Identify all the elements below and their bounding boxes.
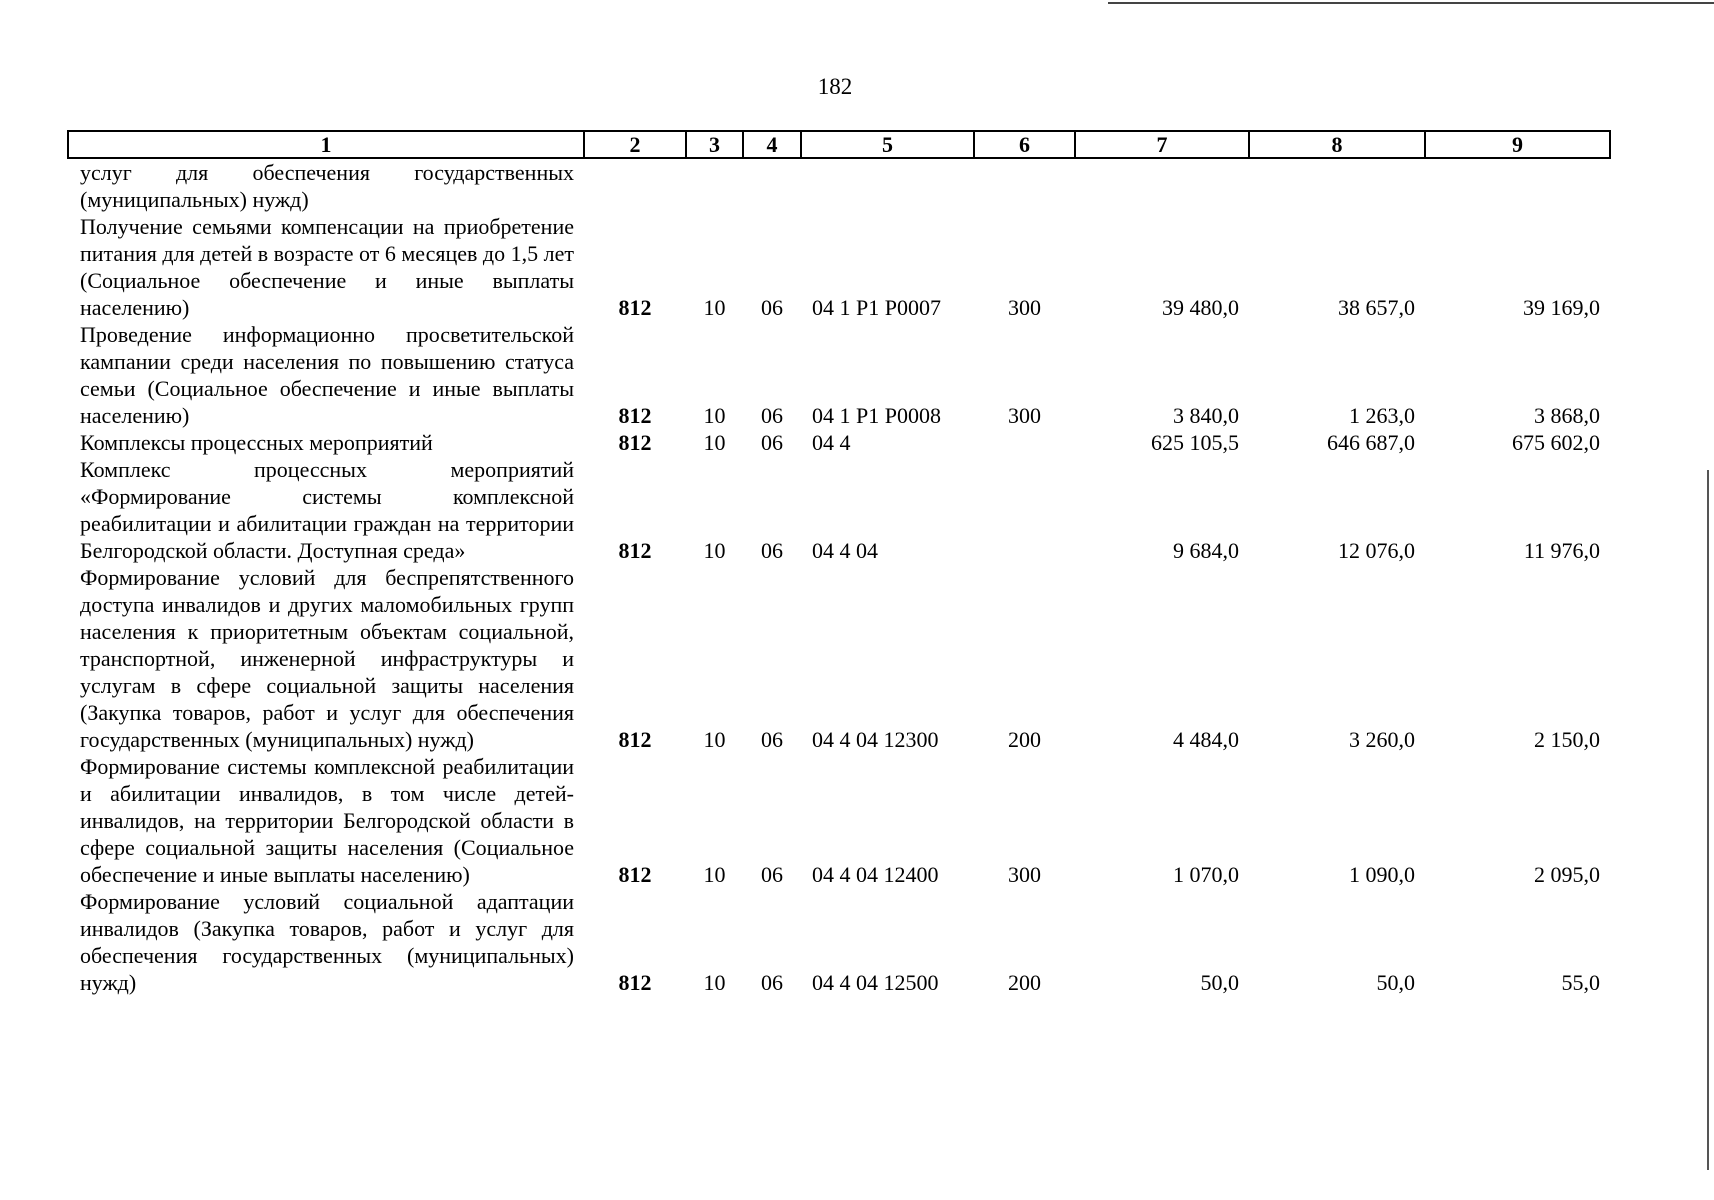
amount-year-3: 39 169,0 — [1523, 295, 1600, 320]
amount-year-1: 625 105,5 — [1151, 430, 1239, 455]
row-name: услуг для обеспечения государственных (муниципальных) нужд) — [80, 160, 574, 212]
amount-year-1: 3 840,0 — [1173, 403, 1239, 428]
column-header-8: 8 — [1249, 131, 1425, 158]
ministry-code: 812 — [618, 862, 652, 887]
expense-type-code: 200 — [1008, 970, 1041, 995]
section-code — [686, 158, 743, 213]
row-name: Комплексы процессных мероприятий — [80, 430, 433, 455]
table-row — [68, 321, 1610, 429]
section-code: 10 — [703, 970, 726, 995]
subsection-code: 06 — [761, 538, 783, 563]
amount-year-3 — [1425, 158, 1610, 213]
section-code: 10 — [703, 403, 726, 428]
amount-year-3: 675 602,0 — [1512, 430, 1600, 455]
column-header-9: 9 — [1425, 131, 1610, 158]
table-row — [68, 429, 1610, 456]
column-header-7: 7 — [1075, 131, 1249, 158]
ministry-code — [584, 158, 686, 213]
ministry-code: 812 — [618, 295, 652, 320]
expense-type-code: 300 — [1008, 862, 1041, 887]
expense-type-code: 300 — [1008, 403, 1041, 428]
table-row — [68, 564, 1610, 753]
page-number: 182 — [817, 74, 853, 99]
amount-year-1: 1 070,0 — [1173, 862, 1239, 887]
column-header-2: 2 — [584, 131, 686, 158]
expense-type-code — [974, 158, 1075, 213]
expense-type-code: 300 — [1008, 295, 1041, 320]
row-name: Формирование условий для беспрепятственного доступа инвалидов и других маломобильных групп населения к приоритетным объектам социальной, транспортной, инженерной инфраструктуры и услугам в сфере социальной защиты населения (Закупка товаров, работ и услуг для обеспечения государственных (муниципальных) нужд) — [80, 565, 574, 752]
target-article-code: 04 4 — [812, 430, 851, 455]
target-article-code: 04 4 04 12400 — [812, 862, 939, 887]
amount-year-2: 3 260,0 — [1349, 727, 1415, 752]
budget-table — [67, 130, 1611, 996]
amount-year-2: 12 076,0 — [1338, 538, 1415, 563]
amount-year-2: 50,0 — [1376, 970, 1415, 995]
ministry-code: 812 — [618, 430, 652, 455]
subsection-code — [743, 158, 801, 213]
amount-year-3: 2 095,0 — [1534, 862, 1600, 887]
amount-year-2: 646 687,0 — [1327, 430, 1415, 455]
table-header-row — [68, 131, 1610, 158]
section-code: 10 — [703, 538, 726, 563]
scan-edge-line-top — [1108, 2, 1714, 4]
column-header-5: 5 — [801, 131, 974, 158]
ministry-code: 812 — [618, 727, 652, 752]
amount-year-2 — [1249, 158, 1425, 213]
subsection-code: 06 — [761, 862, 783, 887]
column-header-4: 4 — [743, 131, 801, 158]
column-header-1: 1 — [68, 131, 584, 158]
amount-year-1: 39 480,0 — [1162, 295, 1239, 320]
amount-year-2: 1 090,0 — [1349, 862, 1415, 887]
subsection-code: 06 — [761, 430, 783, 455]
target-article-code: 04 1 Р1 Р0007 — [812, 295, 941, 320]
table-row — [68, 158, 1610, 213]
expense-type-code — [974, 429, 1075, 456]
row-name: Проведение информационно просветительской кампании среди населения по повышению статуса семьи (Социальное обеспечение и иные выплаты населению) — [80, 322, 574, 428]
amount-year-1: 9 684,0 — [1173, 538, 1239, 563]
target-article-code: 04 4 04 12500 — [812, 970, 939, 995]
section-code: 10 — [703, 295, 726, 320]
subsection-code: 06 — [761, 403, 783, 428]
amount-year-2: 1 263,0 — [1349, 403, 1415, 428]
target-article-code: 04 4 04 — [812, 538, 878, 563]
expense-type-code: 200 — [1008, 727, 1041, 752]
row-name: Получение семьями компенсации на приобретение питания для детей в возрасте от 6 месяцев до 1,5 лет (Социальное обеспечение и иные выплаты населению) — [80, 214, 574, 320]
amount-year-3: 3 868,0 — [1534, 403, 1600, 428]
amount-year-3: 11 976,0 — [1523, 538, 1600, 563]
ministry-code: 812 — [618, 538, 652, 563]
scan-edge-line-right — [1707, 470, 1709, 1170]
ministry-code: 812 — [618, 970, 652, 995]
table-row — [68, 753, 1610, 888]
table-row — [68, 213, 1610, 321]
target-article-code — [801, 158, 974, 213]
expense-type-code — [974, 456, 1075, 564]
subsection-code: 06 — [761, 727, 783, 752]
row-name: Комплекс процессных мероприятий «Формирование системы комплексной реабилитации и абилитации граждан на территории Белгородской области. Доступная среда» — [80, 457, 574, 563]
amount-year-3: 2 150,0 — [1534, 727, 1600, 752]
row-name: Формирование условий социальной адаптации инвалидов (Закупка товаров, работ и услуг для обеспечения государственных (муниципальных) нужд) — [80, 889, 574, 995]
amount-year-2: 38 657,0 — [1338, 295, 1415, 320]
target-article-code: 04 1 Р1 Р0008 — [812, 403, 941, 428]
amount-year-1 — [1075, 158, 1249, 213]
subsection-code: 06 — [761, 295, 783, 320]
amount-year-1: 50,0 — [1200, 970, 1239, 995]
section-code: 10 — [703, 727, 726, 752]
section-code: 10 — [703, 862, 726, 887]
target-article-code: 04 4 04 12300 — [812, 727, 939, 752]
ministry-code: 812 — [618, 403, 652, 428]
column-header-6: 6 — [974, 131, 1075, 158]
subsection-code: 06 — [761, 970, 783, 995]
table-row — [68, 456, 1610, 564]
section-code: 10 — [703, 430, 726, 455]
amount-year-3: 55,0 — [1561, 970, 1600, 995]
table-row — [68, 888, 1610, 996]
column-header-3: 3 — [686, 131, 743, 158]
row-name: Формирование системы комплексной реабилитации и абилитации инвалидов, в том числе детей-инвалидов, на территории Белгородской области в сфере социальной защиты населения (Социальное обеспечение и иные выплаты населению) — [80, 754, 574, 887]
amount-year-1: 4 484,0 — [1173, 727, 1239, 752]
